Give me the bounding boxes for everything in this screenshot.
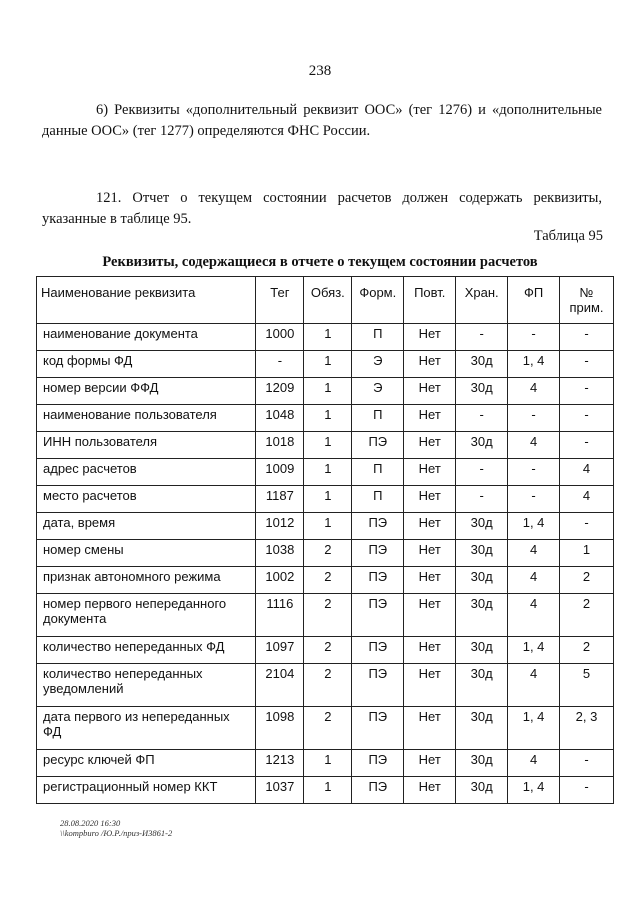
table-cell: ПЭ <box>352 637 404 664</box>
column-header: Наименование реквизита <box>37 277 256 324</box>
table-row <box>37 594 614 637</box>
table-cell: 1, 4 <box>508 513 560 540</box>
table-cell: - <box>560 513 614 540</box>
requisite-name-cell: код формы ФД <box>37 351 256 378</box>
requisite-name-cell: ресурс ключей ФП <box>37 750 256 777</box>
table-cell: 30д <box>456 432 508 459</box>
table-cell: 1048 <box>256 405 304 432</box>
table-cell: Нет <box>404 777 456 804</box>
requisite-name-cell: регистрационный номер ККТ <box>37 777 256 804</box>
table-row <box>37 637 614 664</box>
table-row <box>37 405 614 432</box>
table-cell: Нет <box>404 540 456 567</box>
table-cell: - <box>560 324 614 351</box>
table-row <box>37 486 614 513</box>
requisite-name-cell: признак автономного режима <box>37 567 256 594</box>
table-cell: 30д <box>456 540 508 567</box>
column-header: ФП <box>508 277 560 324</box>
table-cell: 1 <box>304 777 352 804</box>
table-cell: 30д <box>456 637 508 664</box>
table-cell: 1 <box>304 486 352 513</box>
table-cell: 1116 <box>256 594 304 637</box>
table-cell: ПЭ <box>352 567 404 594</box>
table-cell: - <box>560 750 614 777</box>
table-cell: 2 <box>304 567 352 594</box>
table-cell: 4 <box>508 594 560 637</box>
table-cell: 1 <box>304 405 352 432</box>
table-cell: 4 <box>508 567 560 594</box>
table-cell: П <box>352 324 404 351</box>
table-cell: 2 <box>304 594 352 637</box>
paragraph-121: 121. Отчет о текущем состоянии расчетов должен содержать реквизиты, указанные в таблице 95. <box>42 190 602 227</box>
table-cell: - <box>456 405 508 432</box>
requisite-name-cell: дата, время <box>37 513 256 540</box>
table-cell: - <box>508 459 560 486</box>
table-cell: Нет <box>404 324 456 351</box>
table-row <box>37 707 614 750</box>
footer-path: \\kompburo /Ю.Р./приз-И3861-2 <box>60 828 173 838</box>
table-cell: ПЭ <box>352 540 404 567</box>
table-cell: 1009 <box>256 459 304 486</box>
table-cell: - <box>456 459 508 486</box>
page-number: 238 <box>308 63 332 79</box>
table-header-row <box>37 277 614 324</box>
table-cell: П <box>352 459 404 486</box>
table-cell: 4 <box>508 664 560 707</box>
table-cell: - <box>456 486 508 513</box>
table-cell: Нет <box>404 594 456 637</box>
requisite-name-cell: номер первого непереданного документа <box>37 594 256 637</box>
table-cell: ПЭ <box>352 750 404 777</box>
table-cell: 1187 <box>256 486 304 513</box>
requisites-table <box>36 276 614 804</box>
table-cell: 1097 <box>256 637 304 664</box>
table-cell: 30д <box>456 513 508 540</box>
table-row <box>37 750 614 777</box>
table-cell: 2 <box>560 637 614 664</box>
table-cell: Нет <box>404 405 456 432</box>
table-cell: 4 <box>508 750 560 777</box>
table-row <box>37 432 614 459</box>
table-cell: 1, 4 <box>508 777 560 804</box>
requisite-name-cell: место расчетов <box>37 486 256 513</box>
table-cell: 2 <box>560 567 614 594</box>
table-cell: 30д <box>456 594 508 637</box>
column-header: Форм. <box>352 277 404 324</box>
table-cell: 5 <box>560 664 614 707</box>
table-cell: 30д <box>456 567 508 594</box>
table-cell: ПЭ <box>352 432 404 459</box>
requisite-name-cell: номер смены <box>37 540 256 567</box>
table-row <box>37 540 614 567</box>
table-cell: 1 <box>304 324 352 351</box>
table-cell: Нет <box>404 486 456 513</box>
table-cell: Нет <box>404 459 456 486</box>
table-cell: 1 <box>304 351 352 378</box>
table-cell: 1 <box>560 540 614 567</box>
requisite-name-cell: номер версии ФФД <box>37 378 256 405</box>
table-cell: 4 <box>508 378 560 405</box>
table-cell: 1, 4 <box>508 351 560 378</box>
table-cell: Э <box>352 378 404 405</box>
table-cell: 30д <box>456 664 508 707</box>
table-cell: Нет <box>404 378 456 405</box>
table-row <box>37 351 614 378</box>
table-cell: 4 <box>560 459 614 486</box>
table-cell: 30д <box>456 750 508 777</box>
column-header: Повт. <box>404 277 456 324</box>
table-cell: 2104 <box>256 664 304 707</box>
table-cell: ПЭ <box>352 664 404 707</box>
table-row <box>37 513 614 540</box>
table-row <box>37 459 614 486</box>
table-cell: 2 <box>304 637 352 664</box>
table-cell: 1012 <box>256 513 304 540</box>
table-cell: - <box>508 324 560 351</box>
table-cell: 30д <box>456 707 508 750</box>
table-cell: 1209 <box>256 378 304 405</box>
table-cell: ПЭ <box>352 707 404 750</box>
table-cell: 1 <box>304 432 352 459</box>
table-cell: 2, 3 <box>560 707 614 750</box>
table-cell: Нет <box>404 664 456 707</box>
table-cell: Нет <box>404 513 456 540</box>
table-cell: - <box>508 405 560 432</box>
table-cell: Нет <box>404 351 456 378</box>
requisite-name-cell: адрес расчетов <box>37 459 256 486</box>
table-row <box>37 324 614 351</box>
table-cell: 1037 <box>256 777 304 804</box>
table-cell: 4 <box>560 486 614 513</box>
paragraph-6: 6) Реквизиты «дополнительный реквизит ООС» (тег 1276) и «дополнительные данные ООС» (тег 1277) определяются ФНС России. <box>42 102 602 139</box>
table-cell: 1, 4 <box>508 707 560 750</box>
table-cell: 1018 <box>256 432 304 459</box>
table-cell: - <box>560 405 614 432</box>
table-cell: 1213 <box>256 750 304 777</box>
table-row <box>37 664 614 707</box>
column-header: Тег <box>256 277 304 324</box>
table-cell: 1 <box>304 378 352 405</box>
table-row <box>37 777 614 804</box>
footer-timestamp: 28.08.2020 16:30 <box>60 818 121 828</box>
table-cell: - <box>256 351 304 378</box>
table-cell: 1098 <box>256 707 304 750</box>
table-cell: 2 <box>560 594 614 637</box>
table-cell: - <box>560 777 614 804</box>
requisite-name-cell: дата первого из непереданных ФД <box>37 707 256 750</box>
table-cell: - <box>508 486 560 513</box>
table-cell: ПЭ <box>352 594 404 637</box>
table-cell: - <box>560 378 614 405</box>
table-cell: Нет <box>404 567 456 594</box>
table-cell: 1038 <box>256 540 304 567</box>
table-cell: 1 <box>304 459 352 486</box>
table-cell: 1 <box>304 750 352 777</box>
table-cell: 30д <box>456 777 508 804</box>
requisite-name-cell: наименование документа <box>37 324 256 351</box>
table-cell: - <box>560 432 614 459</box>
table-cell: 30д <box>456 351 508 378</box>
table-cell: 4 <box>508 540 560 567</box>
table-cell: Э <box>352 351 404 378</box>
table-cell: ПЭ <box>352 777 404 804</box>
table-cell: 1002 <box>256 567 304 594</box>
table-cell: 30д <box>456 378 508 405</box>
table-cell: 1 <box>304 513 352 540</box>
table-cell: ПЭ <box>352 513 404 540</box>
requisite-name-cell: наименование пользователя <box>37 405 256 432</box>
table-cell: П <box>352 405 404 432</box>
table-cell: 2 <box>304 707 352 750</box>
table-cell: - <box>560 351 614 378</box>
column-header: Обяз. <box>304 277 352 324</box>
table-cell: Нет <box>404 750 456 777</box>
table-row <box>37 378 614 405</box>
table-cell: 2 <box>304 664 352 707</box>
table-cell: 2 <box>304 540 352 567</box>
requisite-name-cell: количество непереданных ФД <box>37 637 256 664</box>
requisite-name-cell: количество непереданных уведомлений <box>37 664 256 707</box>
table-cell: 4 <box>508 432 560 459</box>
table-cell: Нет <box>404 637 456 664</box>
table-title: Реквизиты, содержащиеся в отчете о текущем состоянии расчетов <box>102 254 538 270</box>
table-cell: Нет <box>404 707 456 750</box>
table-label: Таблица 95 <box>533 228 603 244</box>
footer-stamp <box>60 818 172 838</box>
table-cell: П <box>352 486 404 513</box>
table-cell: 1, 4 <box>508 637 560 664</box>
requisite-name-cell: ИНН пользователя <box>37 432 256 459</box>
table-cell: 1000 <box>256 324 304 351</box>
column-header: № прим. <box>560 277 614 324</box>
column-header: Хран. <box>456 277 508 324</box>
table-cell: Нет <box>404 432 456 459</box>
table-row <box>37 567 614 594</box>
table-cell: - <box>456 324 508 351</box>
